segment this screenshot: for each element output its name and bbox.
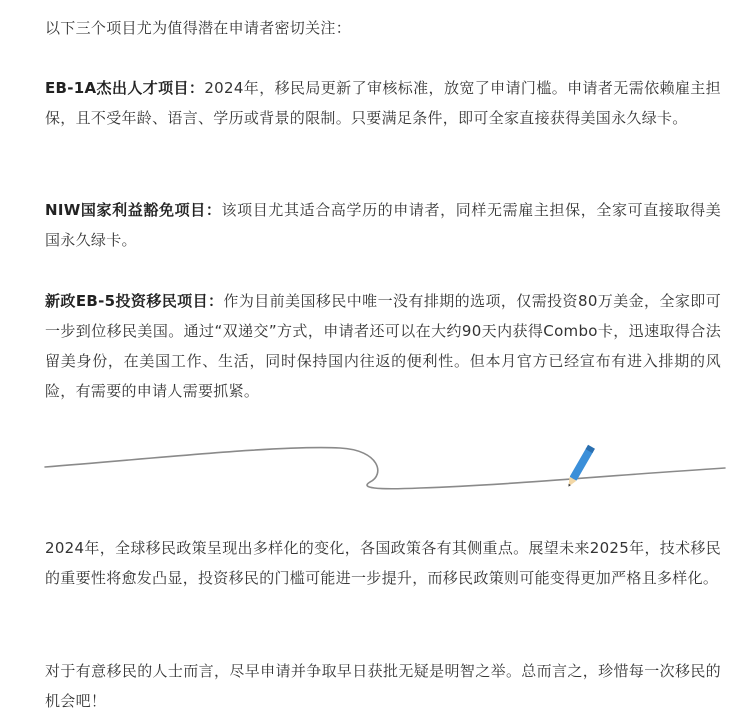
divider-curve <box>45 448 725 489</box>
intro-paragraph: 以下三个项目尤为值得潜在申请者密切关注： <box>45 19 352 37</box>
niw-paragraph <box>45 195 721 255</box>
eb1a-paragraph <box>45 73 721 133</box>
pencil-icon <box>565 445 595 489</box>
niw-heading: NIW国家利益豁免项目： <box>45 201 222 219</box>
eb1a-heading: EB-1A杰出人才项目： <box>45 79 205 97</box>
divider-pencil-line <box>40 440 730 500</box>
outlook-paragraph: 2024年，全球移民政策呈现出多样化的变化，各国政策各有其侧重点。展望未来2025年，技术移民的重要性将愈发凸显，投资移民的门槛可能进一步提升，而移民政策则可能变得更加严格且多样化。 <box>45 539 721 587</box>
eb1a-body: 2024年，移民局更新了审核标准，放宽了申请门槛。申请者无需依赖雇主担保，且不受年龄、语言、学历或背景的限制。只要满足条件，即可全家直接获得美国永久绿卡。 <box>45 79 721 127</box>
eb5-paragraph <box>45 286 721 406</box>
eb5-body: 作为目前美国移民中唯一没有排期的选项，仅需投资80万美金，全家即可一步到位移民美国。通过“双递交”方式，申请者还可以在大约90天内获得Combo卡，迅速取得合法留美身份，在美国工作、生活，同时保持国内往返的便利性。但本月官方已经宣布有进入排期的风险，有需要的申请人需要抓紧。 <box>45 292 721 400</box>
closing-paragraph: 对于有意移民的人士而言，尽早申请并争取早日获批无疑是明智之举。总而言之，珍惜每一次移民的机会吧！ <box>45 662 721 710</box>
eb5-heading: 新政EB-5投资移民项目： <box>45 292 224 310</box>
niw-body: 该项目尤其适合高学历的申请者，同样无需雇主担保，全家可直接取得美国永久绿卡。 <box>45 201 721 249</box>
